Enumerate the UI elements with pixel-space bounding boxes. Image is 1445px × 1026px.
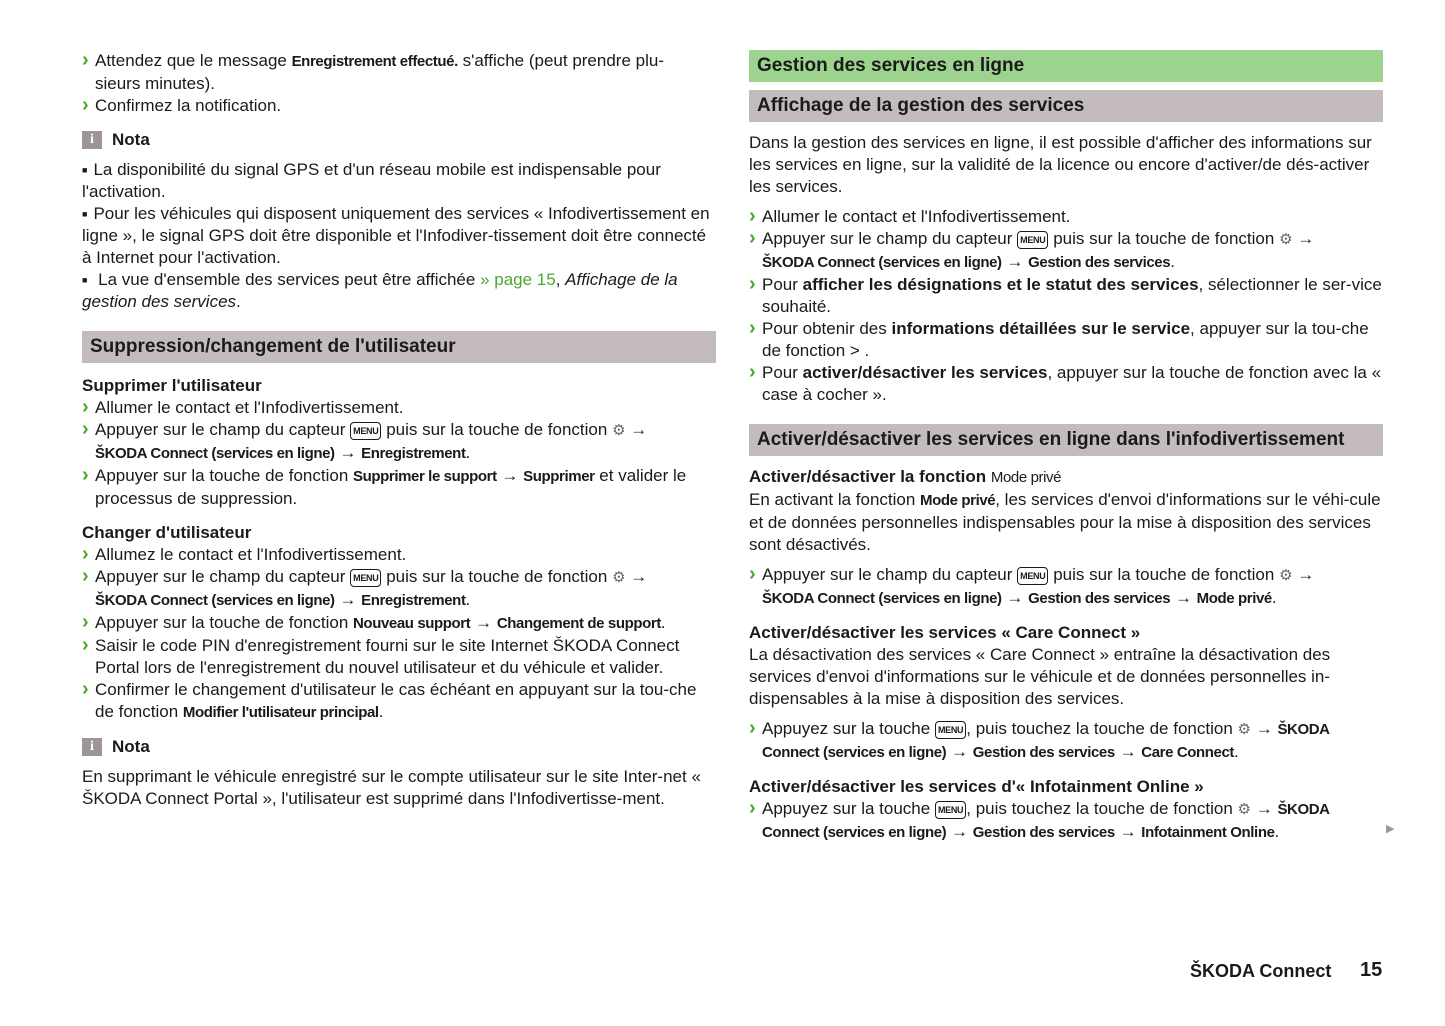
step: › Appuyer sur le champ du capteur MENU puis sur la touche de fonction ⚙ → ŠKODA Connect (services en ligne) → Gestion des services → Mode privé. [749,564,1383,610]
menu-key-icon: MENU [350,569,381,587]
arrow-icon: → [1006,588,1024,607]
step: › Appuyer sur la touche de fonction Supprimer le support → Supprimer et valider le processus de suppression. [82,465,716,510]
settings-icon: ⚙ [1279,567,1293,584]
step: › Appuyer sur le champ du capteur MENU puis sur la touche de fonction ⚙ → ŠKODA Connect (services en ligne) → Enregistrement. [82,419,716,465]
step: › Appuyer sur la touche de fonction Nouveau support → Changement de support. [82,612,716,635]
settings-icon: ⚙ [1237,721,1251,738]
section-heading-infotainment-services: Activer/désactiver les services en ligne dans l'infodivertissement [749,424,1383,456]
arrow-icon: → [1255,719,1273,738]
arrow-icon: → [951,742,968,761]
intro-paragraph: Dans la gestion des services en ligne, il est possible d'afficher des informations sur les services en ligne, sur la validité de la licence ou encore d'activer/de dés-activer les services. [749,133,1372,196]
info-icon: i [82,131,102,149]
subheading-change-user: Changer d'utilisateur [82,523,252,542]
step-wait-message: › Attendez que le message Enregistrement effectué. s'affiche (peut prendre plu- sieurs minutes). [82,50,716,95]
step: › Appuyez sur la touche MENU , puis touchez la touche de fonction ⚙ → ŠKODA Connect (services en ligne) → Gestion des services → Care Connect. [749,718,1383,764]
menu-key-icon: MENU [1017,567,1048,585]
arrow-icon: → [1297,565,1315,584]
step: › Pour activer/désactiver les services, appuyer sur la touche de fonction avec la « case à cocher ». [749,362,1383,406]
note-item: ■ La vue d'ensemble des services peut être affichée » page 15, Affichage de la gestion des services. [82,269,716,313]
section-heading-delete-change-user: Suppression/changement de l'utilisateur [82,331,716,363]
arrow-icon: → [1255,799,1273,818]
step: › Confirmer le changement d'utilisateur le cas échéant en appuyant sur la tou-che de fonction Modifier l'utilisateur principal. [82,679,716,724]
menu-key-icon: MENU [350,422,381,440]
section-heading-online-services: Gestion des services en ligne [749,50,1383,82]
settings-icon: ⚙ [612,422,626,439]
note-heading: i Nota [82,736,716,758]
menu-key-icon: MENU [1017,231,1048,249]
arrow-icon: → [1006,252,1024,271]
step: › Allumez le contact et l'Infodivertissement. [82,544,716,566]
arrow-icon: → [339,590,357,609]
arrow-icon: → [1119,822,1137,841]
settings-icon: ⚙ [1279,231,1293,248]
subheading-private-mode: Activer/désactiver la fonction Mode privé [749,467,1062,486]
menu-key-icon: MENU [935,721,966,739]
right-column [749,50,1383,844]
arrow-icon: → [475,613,493,632]
private-mode-text: En activant la fonction Mode privé, les services d'envoi d'informations sur le véhi-cule et de données personnelles indispensables pour la mise à disposition des services sont désactivés. [749,490,1381,554]
info-icon: i [82,738,102,756]
left-column [82,50,716,810]
step: › Appuyer sur le champ du capteur MENU puis sur la touche de fonction ⚙ → ŠKODA Connect (services en ligne) → Gestion des services. [749,228,1383,274]
step: › Allumer le contact et l'Infodivertissement. [82,397,716,419]
menu-key-icon: MENU [935,801,966,819]
message-label: Enregistrement effectué. [291,53,458,70]
note-item: ■ Pour les véhicules qui disposent uniquement des services « Infodivertissement en ligne », le signal GPS doit être disponible et l'Infodiver-tissement doit être connecté à Internet pour l'activation. [82,203,716,269]
care-connect-text: La désactivation des services « Care Connect » entraîne la désactivation des services d'envoi d'informations sur le véhicule et de données personnelles in-dispensables à la mise à disposition des services. [749,645,1331,708]
step-confirm-notification: › Confirmez la notification. [82,95,716,117]
note-heading: i Nota [82,129,716,151]
page-link[interactable]: » page 15 [480,270,556,289]
subheading-infotainment-online: Activer/désactiver les services d'« Infotainment Online » [749,777,1204,796]
subheading-delete-user: Supprimer l'utilisateur [82,376,262,395]
step: › Pour obtenir des informations détaillées sur le service, appuyer sur la tou-che de fonction > . [749,318,1383,362]
page-number: 15 [1360,959,1383,981]
section-heading-services-display: Affichage de la gestion des services [749,90,1383,122]
continue-marker-icon: ▶ [1386,823,1395,835]
note-item: ■ La disponibilité du signal GPS et d'un réseau mobile est indispensable pour l'activation. [82,159,716,203]
arrow-icon: → [501,466,519,485]
arrow-icon: → [1119,742,1137,761]
step: › Appuyer sur le champ du capteur MENU puis sur la touche de fonction ⚙ → ŠKODA Connect (services en ligne) → Enregistrement. [82,566,716,612]
step: › Appuyez sur la touche MENU , puis touchez la touche de fonction ⚙ → ŠKODA Connect (services en ligne) → Gestion des services → Infotainment Online. [749,798,1383,844]
arrow-icon: → [630,567,648,586]
step: › Saisir le code PIN d'enregistrement fourni sur le site Internet ŠKODA Connect Portal lors de l'enregistrement du nouvel utilisateur et du véhicule et valider. [82,635,716,679]
footer-brand: ŠKODA Connect [1190,961,1332,981]
step: › Allumer le contact et l'Infodivertissement. [749,206,1383,228]
subheading-care-connect: Activer/désactiver les services « Care Connect » [749,623,1141,642]
step: › Pour afficher les désignations et le statut des services, sélectionner le ser-vice souhaité. [749,274,1383,318]
note-text: En supprimant le véhicule enregistré sur le compte utilisateur sur le site Inter-net « ŠKODA Connect Portal », l'utilisateur est supprimé dans l'Infodivertisse-ment. [82,767,701,808]
settings-icon: ⚙ [1237,801,1251,818]
arrow-icon: → [951,822,968,841]
arrow-icon: → [1297,229,1315,248]
settings-icon: ⚙ [612,569,626,586]
arrow-icon: → [339,443,357,462]
arrow-icon: → [630,420,648,439]
arrow-icon: → [1174,588,1192,607]
